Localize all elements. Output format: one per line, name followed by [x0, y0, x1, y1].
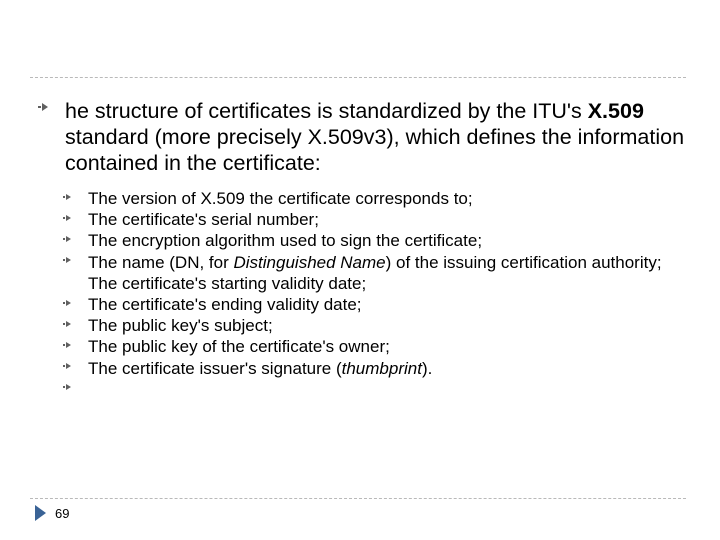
list-item: The certificate's serial number;	[88, 210, 319, 230]
item-text: The name (DN, for	[88, 252, 234, 272]
certificate-field-list	[88, 188, 668, 379]
item-text: ).	[421, 358, 433, 378]
bottom-divider	[30, 498, 686, 499]
list-item	[88, 358, 668, 379]
item-text: ) of the issuing certification authority;	[385, 252, 662, 272]
main-lead-text: he structure of certificates is standardized by the ITU's	[65, 99, 588, 123]
top-divider	[30, 77, 686, 78]
main-tail-text: standard (more precisely X.509v3), which defines the information contained in the certificate:	[65, 125, 685, 175]
sub-bullet-icon	[66, 342, 71, 348]
main-bullet-icon	[42, 103, 48, 111]
list-item: The certificate's ending validity date;	[88, 295, 362, 315]
list-item: The certificate's starting validity date;	[88, 273, 367, 293]
page-number: 69	[55, 506, 70, 521]
sub-bullet-icon	[66, 215, 71, 221]
sub-bullet-icon	[66, 321, 71, 327]
page-marker-icon	[35, 505, 46, 521]
list-item	[88, 252, 668, 273]
list-item: The version of X.509 the certificate corresponds to;	[88, 189, 473, 208]
sub-bullet-icon	[66, 236, 71, 242]
list-item: The public key of the certificate's owner;	[88, 337, 390, 357]
sub-bullet-icon	[66, 194, 71, 200]
sub-bullet-icon	[66, 300, 71, 306]
list-item: The encryption algorithm used to sign the certificate;	[88, 231, 483, 251]
sub-bullet-icon	[66, 257, 71, 263]
item-emphasis: thumbprint	[341, 358, 422, 378]
main-paragraph	[65, 98, 685, 176]
list-item: The public key's subject;	[88, 316, 273, 336]
item-emphasis: Distinguished Name	[233, 252, 386, 272]
sub-bullet-icon	[66, 384, 71, 390]
sub-bullet-icon	[66, 363, 71, 369]
standard-name: X.509	[587, 99, 644, 123]
item-text: The certificate issuer's signature (	[88, 358, 342, 378]
